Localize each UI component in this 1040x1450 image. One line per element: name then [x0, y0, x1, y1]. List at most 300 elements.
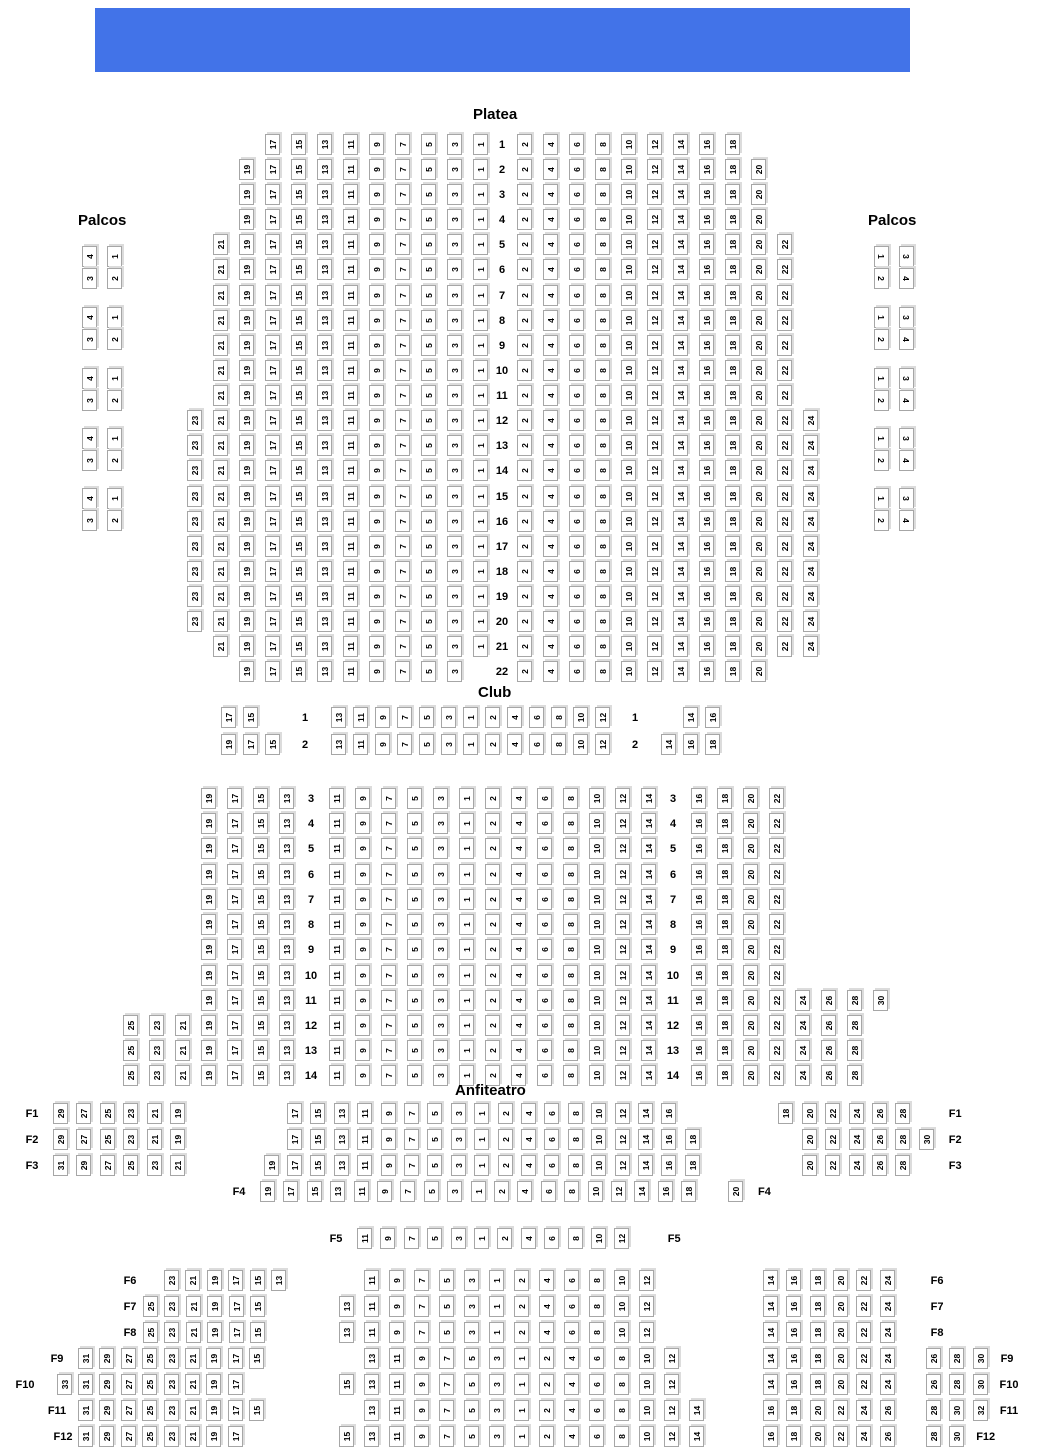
seat[interactable]	[221, 734, 236, 755]
seat[interactable]	[123, 1040, 138, 1061]
seat[interactable]	[899, 268, 914, 289]
seat[interactable]	[186, 1322, 201, 1343]
seat[interactable]	[419, 734, 434, 755]
seat[interactable]	[563, 990, 578, 1011]
seat[interactable]	[647, 209, 662, 230]
seat[interactable]	[810, 1296, 825, 1317]
seat[interactable]	[699, 636, 714, 657]
seat[interactable]	[339, 1322, 354, 1343]
seat[interactable]	[537, 914, 552, 935]
seat[interactable]	[485, 889, 500, 910]
seat[interactable]	[239, 586, 254, 607]
seat[interactable]	[253, 864, 268, 885]
seat[interactable]	[82, 307, 97, 328]
seat[interactable]	[786, 1348, 801, 1369]
seat[interactable]	[343, 259, 358, 280]
seat[interactable]	[763, 1426, 778, 1447]
seat[interactable]	[239, 410, 254, 431]
seat[interactable]	[464, 1322, 479, 1343]
seat[interactable]	[407, 889, 422, 910]
seat[interactable]	[291, 234, 306, 255]
seat[interactable]	[421, 511, 436, 532]
seat[interactable]	[421, 310, 436, 331]
seat[interactable]	[407, 990, 422, 1011]
seat[interactable]	[369, 335, 384, 356]
seat[interactable]	[511, 1040, 526, 1061]
seat[interactable]	[497, 1228, 512, 1249]
seat[interactable]	[725, 661, 740, 682]
seat[interactable]	[717, 1065, 732, 1086]
seat[interactable]	[82, 329, 97, 350]
seat[interactable]	[459, 1040, 474, 1061]
seat[interactable]	[149, 1015, 164, 1036]
seat[interactable]	[343, 310, 358, 331]
seat[interactable]	[265, 184, 280, 205]
seat[interactable]	[543, 636, 558, 657]
seat[interactable]	[459, 864, 474, 885]
seat[interactable]	[414, 1348, 429, 1369]
seat[interactable]	[82, 428, 97, 449]
seat[interactable]	[664, 1400, 679, 1421]
seat[interactable]	[595, 285, 610, 306]
seat[interactable]	[769, 914, 784, 935]
seat[interactable]	[725, 310, 740, 331]
seat[interactable]	[76, 1129, 91, 1150]
seat[interactable]	[164, 1296, 179, 1317]
seat[interactable]	[201, 939, 216, 960]
seat[interactable]	[511, 838, 526, 859]
seat[interactable]	[187, 536, 202, 557]
seat[interactable]	[543, 184, 558, 205]
seat[interactable]	[239, 259, 254, 280]
seat[interactable]	[595, 511, 610, 532]
seat[interactable]	[833, 1374, 848, 1395]
seat[interactable]	[369, 310, 384, 331]
seat[interactable]	[777, 611, 792, 632]
seat[interactable]	[421, 661, 436, 682]
seat[interactable]	[725, 159, 740, 180]
seat[interactable]	[185, 1348, 200, 1369]
seat[interactable]	[725, 586, 740, 607]
seat[interactable]	[228, 1374, 243, 1395]
seat[interactable]	[769, 864, 784, 885]
seat[interactable]	[447, 134, 462, 155]
seat[interactable]	[673, 486, 688, 507]
seat[interactable]	[291, 209, 306, 230]
seat[interactable]	[705, 734, 720, 755]
seat[interactable]	[725, 234, 740, 255]
seat[interactable]	[381, 1015, 396, 1036]
seat[interactable]	[849, 1129, 864, 1150]
seat[interactable]	[673, 536, 688, 557]
seat[interactable]	[317, 259, 332, 280]
seat[interactable]	[421, 435, 436, 456]
seat[interactable]	[621, 259, 636, 280]
seat[interactable]	[589, 1426, 604, 1447]
seat[interactable]	[451, 1103, 466, 1124]
seat[interactable]	[899, 307, 914, 328]
seat[interactable]	[725, 285, 740, 306]
seat[interactable]	[699, 561, 714, 582]
seat[interactable]	[699, 511, 714, 532]
seat[interactable]	[725, 511, 740, 532]
seat[interactable]	[364, 1374, 379, 1395]
seat[interactable]	[250, 1296, 265, 1317]
seat[interactable]	[569, 360, 584, 381]
seat[interactable]	[76, 1103, 91, 1124]
seat[interactable]	[615, 1065, 630, 1086]
seat[interactable]	[310, 1129, 325, 1150]
seat[interactable]	[473, 234, 488, 255]
seat[interactable]	[229, 1322, 244, 1343]
seat[interactable]	[899, 488, 914, 509]
seat[interactable]	[803, 486, 818, 507]
seat[interactable]	[287, 1103, 302, 1124]
seat[interactable]	[421, 536, 436, 557]
seat[interactable]	[498, 1103, 513, 1124]
seat[interactable]	[447, 435, 462, 456]
seat[interactable]	[949, 1426, 964, 1447]
seat[interactable]	[239, 636, 254, 657]
seat[interactable]	[511, 889, 526, 910]
seat[interactable]	[564, 1348, 579, 1369]
seat[interactable]	[369, 259, 384, 280]
seat[interactable]	[847, 1040, 862, 1061]
seat[interactable]	[777, 586, 792, 607]
seat[interactable]	[329, 889, 344, 910]
seat[interactable]	[265, 486, 280, 507]
seat[interactable]	[511, 939, 526, 960]
seat[interactable]	[265, 734, 280, 755]
seat[interactable]	[227, 864, 242, 885]
seat[interactable]	[421, 561, 436, 582]
seat[interactable]	[201, 1015, 216, 1036]
seat[interactable]	[249, 1400, 264, 1421]
seat[interactable]	[421, 184, 436, 205]
seat[interactable]	[751, 511, 766, 532]
seat[interactable]	[485, 788, 500, 809]
seat[interactable]	[381, 990, 396, 1011]
seat[interactable]	[447, 184, 462, 205]
seat[interactable]	[778, 1103, 793, 1124]
seat[interactable]	[206, 1400, 221, 1421]
seat[interactable]	[725, 561, 740, 582]
seat[interactable]	[355, 1015, 370, 1036]
seat[interactable]	[187, 611, 202, 632]
seat[interactable]	[307, 1181, 322, 1202]
seat[interactable]	[381, 914, 396, 935]
seat[interactable]	[517, 536, 532, 557]
seat[interactable]	[569, 511, 584, 532]
seat[interactable]	[743, 889, 758, 910]
seat[interactable]	[265, 134, 280, 155]
seat[interactable]	[514, 1296, 529, 1317]
seat[interactable]	[521, 1129, 536, 1150]
seat[interactable]	[569, 561, 584, 582]
seat[interactable]	[769, 965, 784, 986]
seat[interactable]	[638, 1155, 653, 1176]
seat[interactable]	[395, 310, 410, 331]
seat[interactable]	[777, 636, 792, 657]
seat[interactable]	[317, 410, 332, 431]
seat[interactable]	[539, 1374, 554, 1395]
seat[interactable]	[107, 488, 122, 509]
seat[interactable]	[641, 838, 656, 859]
seat[interactable]	[369, 611, 384, 632]
seat[interactable]	[253, 965, 268, 986]
seat[interactable]	[638, 1103, 653, 1124]
seat[interactable]	[563, 864, 578, 885]
seat[interactable]	[100, 1155, 115, 1176]
seat[interactable]	[369, 636, 384, 657]
seat[interactable]	[253, 838, 268, 859]
seat[interactable]	[279, 1065, 294, 1086]
seat[interactable]	[206, 1426, 221, 1447]
seat[interactable]	[673, 636, 688, 657]
seat[interactable]	[661, 1129, 676, 1150]
seat[interactable]	[471, 1181, 486, 1202]
seat[interactable]	[699, 410, 714, 431]
seat[interactable]	[639, 1322, 654, 1343]
seat[interactable]	[689, 1426, 704, 1447]
seat[interactable]	[543, 435, 558, 456]
seat[interactable]	[926, 1400, 941, 1421]
seat[interactable]	[589, 1015, 604, 1036]
seat[interactable]	[201, 1040, 216, 1061]
seat[interactable]	[511, 914, 526, 935]
seat[interactable]	[777, 385, 792, 406]
seat[interactable]	[595, 586, 610, 607]
seat[interactable]	[459, 889, 474, 910]
seat[interactable]	[343, 561, 358, 582]
seat[interactable]	[317, 611, 332, 632]
seat[interactable]	[164, 1270, 179, 1291]
seat[interactable]	[317, 134, 332, 155]
seat[interactable]	[227, 1065, 242, 1086]
seat[interactable]	[949, 1348, 964, 1369]
seat[interactable]	[369, 385, 384, 406]
seat[interactable]	[769, 939, 784, 960]
seat[interactable]	[647, 285, 662, 306]
seat[interactable]	[364, 1270, 379, 1291]
seat[interactable]	[786, 1296, 801, 1317]
seat[interactable]	[227, 1015, 242, 1036]
seat[interactable]	[517, 460, 532, 481]
seat[interactable]	[705, 707, 720, 728]
seat[interactable]	[647, 259, 662, 280]
seat[interactable]	[872, 1155, 887, 1176]
seat[interactable]	[539, 1322, 554, 1343]
seat[interactable]	[833, 1296, 848, 1317]
seat[interactable]	[569, 184, 584, 205]
seat[interactable]	[381, 1129, 396, 1150]
seat[interactable]	[334, 1155, 349, 1176]
seat[interactable]	[369, 536, 384, 557]
seat[interactable]	[99, 1426, 114, 1447]
seat[interactable]	[100, 1129, 115, 1150]
seat[interactable]	[381, 1065, 396, 1086]
seat[interactable]	[621, 335, 636, 356]
seat[interactable]	[164, 1374, 179, 1395]
seat[interactable]	[464, 1270, 479, 1291]
seat[interactable]	[517, 561, 532, 582]
seat[interactable]	[175, 1040, 190, 1061]
seat[interactable]	[511, 1015, 526, 1036]
seat[interactable]	[825, 1155, 840, 1176]
seat[interactable]	[343, 360, 358, 381]
seat[interactable]	[621, 661, 636, 682]
seat[interactable]	[569, 410, 584, 431]
seat[interactable]	[641, 965, 656, 986]
seat[interactable]	[563, 838, 578, 859]
seat[interactable]	[699, 159, 714, 180]
seat[interactable]	[614, 1296, 629, 1317]
seat[interactable]	[239, 611, 254, 632]
seat[interactable]	[802, 1129, 817, 1150]
seat[interactable]	[279, 889, 294, 910]
seat[interactable]	[213, 360, 228, 381]
seat[interactable]	[543, 385, 558, 406]
seat[interactable]	[343, 486, 358, 507]
seat[interactable]	[544, 1129, 559, 1150]
seat[interactable]	[381, 813, 396, 834]
seat[interactable]	[213, 385, 228, 406]
seat[interactable]	[447, 661, 462, 682]
seat[interactable]	[343, 209, 358, 230]
seat[interactable]	[699, 435, 714, 456]
seat[interactable]	[355, 965, 370, 986]
seat[interactable]	[874, 307, 889, 328]
seat[interactable]	[381, 788, 396, 809]
seat[interactable]	[543, 410, 558, 431]
seat[interactable]	[291, 536, 306, 557]
seat[interactable]	[847, 990, 862, 1011]
seat[interactable]	[287, 1155, 302, 1176]
seat[interactable]	[395, 561, 410, 582]
seat[interactable]	[414, 1374, 429, 1395]
seat[interactable]	[473, 561, 488, 582]
seat[interactable]	[926, 1348, 941, 1369]
seat[interactable]	[880, 1426, 895, 1447]
seat[interactable]	[433, 1065, 448, 1086]
seat[interactable]	[427, 1228, 442, 1249]
seat[interactable]	[673, 310, 688, 331]
seat[interactable]	[421, 234, 436, 255]
seat[interactable]	[427, 1103, 442, 1124]
seat[interactable]	[213, 511, 228, 532]
seat[interactable]	[691, 838, 706, 859]
seat[interactable]	[564, 1400, 579, 1421]
seat[interactable]	[494, 1181, 509, 1202]
seat[interactable]	[473, 259, 488, 280]
seat[interactable]	[543, 661, 558, 682]
seat[interactable]	[389, 1374, 404, 1395]
seat[interactable]	[717, 965, 732, 986]
seat[interactable]	[343, 410, 358, 431]
seat[interactable]	[239, 360, 254, 381]
seat[interactable]	[517, 486, 532, 507]
seat[interactable]	[514, 1348, 529, 1369]
seat[interactable]	[107, 428, 122, 449]
seat[interactable]	[517, 636, 532, 657]
seat[interactable]	[743, 939, 758, 960]
seat[interactable]	[170, 1129, 185, 1150]
seat[interactable]	[664, 1426, 679, 1447]
seat[interactable]	[544, 1228, 559, 1249]
seat[interactable]	[421, 159, 436, 180]
seat[interactable]	[228, 1270, 243, 1291]
seat[interactable]	[763, 1374, 778, 1395]
seat[interactable]	[369, 134, 384, 155]
seat[interactable]	[433, 838, 448, 859]
seat[interactable]	[404, 1129, 419, 1150]
seat[interactable]	[543, 611, 558, 632]
seat[interactable]	[107, 246, 122, 267]
seat[interactable]	[279, 864, 294, 885]
seat[interactable]	[164, 1322, 179, 1343]
seat[interactable]	[201, 965, 216, 986]
seat[interactable]	[647, 661, 662, 682]
seat[interactable]	[521, 1228, 536, 1249]
seat[interactable]	[821, 990, 836, 1011]
seat[interactable]	[447, 511, 462, 532]
seat[interactable]	[395, 360, 410, 381]
seat[interactable]	[291, 184, 306, 205]
seat[interactable]	[334, 1103, 349, 1124]
seat[interactable]	[473, 511, 488, 532]
seat[interactable]	[439, 1322, 454, 1343]
seat[interactable]	[564, 1374, 579, 1395]
seat[interactable]	[589, 990, 604, 1011]
seat[interactable]	[717, 990, 732, 1011]
seat[interactable]	[543, 310, 558, 331]
seat[interactable]	[142, 1400, 157, 1421]
seat[interactable]	[589, 1296, 604, 1317]
seat[interactable]	[265, 511, 280, 532]
seat[interactable]	[751, 184, 766, 205]
seat[interactable]	[543, 511, 558, 532]
seat[interactable]	[76, 1155, 91, 1176]
seat[interactable]	[464, 1296, 479, 1317]
seat[interactable]	[369, 460, 384, 481]
seat[interactable]	[142, 1348, 157, 1369]
seat[interactable]	[568, 1129, 583, 1150]
seat[interactable]	[355, 914, 370, 935]
seat[interactable]	[517, 335, 532, 356]
seat[interactable]	[279, 788, 294, 809]
seat[interactable]	[880, 1322, 895, 1343]
seat[interactable]	[810, 1322, 825, 1343]
seat[interactable]	[641, 990, 656, 1011]
seat[interactable]	[647, 335, 662, 356]
seat[interactable]	[833, 1400, 848, 1421]
seat[interactable]	[291, 385, 306, 406]
seat[interactable]	[647, 435, 662, 456]
seat[interactable]	[473, 586, 488, 607]
seat[interactable]	[459, 990, 474, 1011]
seat[interactable]	[589, 1400, 604, 1421]
seat[interactable]	[253, 813, 268, 834]
seat[interactable]	[395, 234, 410, 255]
seat[interactable]	[589, 1270, 604, 1291]
seat[interactable]	[595, 259, 610, 280]
seat[interactable]	[265, 636, 280, 657]
seat[interactable]	[291, 259, 306, 280]
seat[interactable]	[389, 1400, 404, 1421]
seat[interactable]	[537, 813, 552, 834]
seat[interactable]	[317, 460, 332, 481]
seat[interactable]	[265, 234, 280, 255]
